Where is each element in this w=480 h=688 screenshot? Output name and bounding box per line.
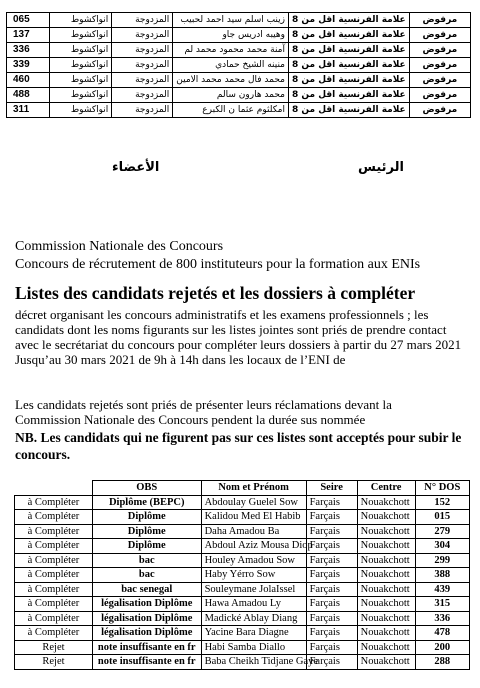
candidate-name-cell: Abdoul Aziz Mousa Diop (201, 539, 306, 554)
serie-cell: Farçais (306, 640, 357, 655)
dos-number-cell: 439 (415, 582, 469, 597)
candidate-name-cell: Madické Ablay Diang (201, 611, 306, 626)
candidate-name-cell: Yacine Bara Diagne (201, 626, 306, 641)
serie-cell: Farçais (306, 524, 357, 539)
dossier-number-cell: 488 (7, 88, 50, 103)
candidate-name-cell: محمد فال محمد محمد الامين (173, 73, 289, 88)
table-row (15, 626, 470, 641)
obs-cell: légalisation Diplôme (92, 611, 201, 626)
dossier-number-cell: 065 (7, 13, 50, 28)
centre-cell: Nouakchott (357, 539, 415, 554)
candidate-name-cell: Abdoulay Guelel Sow (201, 495, 306, 510)
concours-subtitle: Concours de récrutement de 800 instituteurs pour la formation aux ENIs (15, 257, 421, 272)
centre-cell: Nouakchott (357, 553, 415, 568)
obs-cell: légalisation Diplôme (92, 597, 201, 612)
type-cell: المزدوجة (112, 28, 173, 43)
table-row (15, 582, 470, 597)
candidate-name-cell: آمنة محمد محمود محمد لم (173, 43, 289, 58)
dos-number-cell: 388 (415, 568, 469, 583)
candidate-name-cell: Habi Samba Diallo (201, 640, 306, 655)
dos-number-cell: 478 (415, 626, 469, 641)
centre-column-header: Centre (357, 481, 415, 496)
dos-number-cell: 152 (415, 495, 469, 510)
status-cell: Rejet (15, 655, 93, 670)
table-row (7, 58, 471, 73)
candidate-name-cell: Hawa Amadou Ly (201, 597, 306, 612)
table-row (7, 73, 471, 88)
reason-cell: علامة الفرنسية اقل من 8 (289, 13, 410, 28)
reason-cell: علامة الفرنسية اقل من 8 (289, 28, 410, 43)
table-row (7, 13, 471, 28)
dos-number-cell: 288 (415, 655, 469, 670)
obs-cell: Diplôme (92, 524, 201, 539)
obs-cell: Diplôme (92, 539, 201, 554)
candidate-name-cell: منينه الشيخ حمادي (173, 58, 289, 73)
table-row (7, 43, 471, 58)
reclamation-paragraph: Les candidats rejetés sont priés de présenter leurs réclamations devant la Commission Nationale des Concours pendent la durée sus nommée (15, 397, 392, 427)
centre-cell: Nouakchott (357, 597, 415, 612)
table-row (15, 553, 470, 568)
table-row (15, 524, 470, 539)
obs-cell: bac senegal (92, 582, 201, 597)
dos-number-cell: 304 (415, 539, 469, 554)
commission-title: Commission Nationale des Concours (15, 239, 224, 254)
status-cell: à Compléter (15, 553, 93, 568)
dos-number-cell: 279 (415, 524, 469, 539)
dossier-number-cell: 460 (7, 73, 50, 88)
dossier-number-cell: 336 (7, 43, 50, 58)
status-cell: à Compléter (15, 568, 93, 583)
status-cell: à Compléter (15, 626, 93, 641)
status-cell: Rejet (15, 640, 93, 655)
type-cell: المزدوجة (112, 103, 173, 118)
table-row (15, 510, 470, 525)
serie-cell: Farçais (306, 495, 357, 510)
serie-cell: Farçais (306, 568, 357, 583)
status-cell: à Compléter (15, 597, 93, 612)
table-row (15, 640, 470, 655)
reason-cell: علامة الفرنسية اقل من 8 (289, 58, 410, 73)
centre-cell: Nouakchott (357, 626, 415, 641)
reason-cell: علامة الفرنسية اقل من 8 (289, 73, 410, 88)
centre-cell: Nouakchott (357, 524, 415, 539)
table-row (7, 88, 471, 103)
president-signature-label: الرئيس (358, 160, 404, 175)
status-cell: مرفوض (409, 103, 470, 118)
status-cell: à Compléter (15, 582, 93, 597)
table-row (7, 103, 471, 118)
candidate-name-cell: وهيبه ادريس جاو (173, 28, 289, 43)
serie-cell: Farçais (306, 553, 357, 568)
candidate-name-cell: Baba Cheikh Tidjane Gaye (201, 655, 306, 670)
centre-cell: Nouakchott (357, 510, 415, 525)
table-row (15, 597, 470, 612)
dossier-number-cell: 137 (7, 28, 50, 43)
serie-cell: Farçais (306, 597, 357, 612)
centre-cell: Nouakchott (357, 640, 415, 655)
table-row (15, 539, 470, 554)
dos-number-cell: 299 (415, 553, 469, 568)
candidates-list-table (14, 480, 470, 670)
candidate-name-cell: محمد هارون سالم (173, 88, 289, 103)
city-cell: انواكشوط (49, 43, 111, 58)
dossier-number-cell: 311 (7, 103, 50, 118)
centre-cell: Nouakchott (357, 582, 415, 597)
members-signature-label: الأعضاء (112, 160, 160, 175)
status-cell: à Compléter (15, 510, 93, 525)
candidate-name-cell: Kalidou Med El Habib (201, 510, 306, 525)
table-row (15, 495, 470, 510)
dos-number-cell: 315 (415, 597, 469, 612)
table-row (15, 611, 470, 626)
status-cell: مرفوض (409, 88, 470, 103)
type-cell: المزدوجة (112, 43, 173, 58)
status-cell: à Compléter (15, 524, 93, 539)
table-row (7, 28, 471, 43)
obs-cell: Diplôme (BEPC) (92, 495, 201, 510)
serie-cell: Farçais (306, 582, 357, 597)
status-cell: à Compléter (15, 495, 93, 510)
status-cell: مرفوض (409, 13, 470, 28)
instructions-paragraph: décret organisant les concours administratifs et les examens professionnels ; les candidats dont les noms figurants sur les listes jointes sont priés de prendre contact avec le secrétariat du concours pour compléter leurs dossiers à partir du 27 mars 2021 Jusqu’au 30 mars 2021 de 9h à 14h dans les locaux de l’ENI de (15, 307, 462, 367)
city-cell: انواكشوط (49, 73, 111, 88)
table-header-row (15, 481, 470, 496)
status-cell: مرفوض (409, 58, 470, 73)
serie-cell: Farçais (306, 655, 357, 670)
table-row (15, 568, 470, 583)
city-cell: انواكشوط (49, 13, 111, 28)
serie-cell: Farçais (306, 539, 357, 554)
obs-cell: Diplôme (92, 510, 201, 525)
status-cell: مرفوض (409, 73, 470, 88)
dossier-number-cell: 339 (7, 58, 50, 73)
city-cell: انواكشوط (49, 58, 111, 73)
reason-cell: علامة الفرنسية اقل من 8 (289, 88, 410, 103)
nb-note: NB. Les candidats qui ne figurent pas sur ces listes sont acceptés pour subir le concours. (15, 430, 462, 462)
obs-cell: bac (92, 553, 201, 568)
table-row (15, 655, 470, 670)
obs-cell: légalisation Diplôme (92, 626, 201, 641)
city-cell: انواكشوط (49, 88, 111, 103)
status-cell: مرفوض (409, 28, 470, 43)
obs-column-header: OBS (92, 481, 201, 496)
centre-cell: Nouakchott (357, 611, 415, 626)
obs-cell: note insuffisante en fr (92, 655, 201, 670)
candidate-name-cell: Houley Amadou Sow (201, 553, 306, 568)
dos-column-header: N° DOS (415, 481, 469, 496)
city-cell: انواكشوط (49, 28, 111, 43)
reason-cell: علامة الفرنسية اقل من 8 (289, 103, 410, 118)
centre-cell: Nouakchott (357, 655, 415, 670)
centre-cell: Nouakchott (357, 568, 415, 583)
serie-cell: Farçais (306, 611, 357, 626)
name-column-header: Nom et Prénom (201, 481, 306, 496)
obs-cell: bac (92, 568, 201, 583)
type-cell: المزدوجة (112, 73, 173, 88)
dos-number-cell: 015 (415, 510, 469, 525)
status-cell: à Compléter (15, 611, 93, 626)
obs-cell: note insuffisante en fr (92, 640, 201, 655)
candidate-name-cell: Daha Amadou Ba (201, 524, 306, 539)
type-cell: المزدوجة (112, 13, 173, 28)
centre-cell: Nouakchott (357, 495, 415, 510)
status-cell: مرفوض (409, 43, 470, 58)
rejected-arabic-table (6, 12, 471, 118)
status-cell: à Compléter (15, 539, 93, 554)
candidate-name-cell: Souleymane JolaIssel (201, 582, 306, 597)
serie-cell: Farçais (306, 626, 357, 641)
candidate-name-cell: زينب اسلم سيد احمد لحبيب (173, 13, 289, 28)
page-title: Listes des candidats rejetés et les dossiers à compléter (15, 283, 416, 303)
candidate-name-cell: Haby Yérro Sow (201, 568, 306, 583)
serie-cell: Farçais (306, 510, 357, 525)
type-cell: المزدوجة (112, 88, 173, 103)
city-cell: انواكشوط (49, 103, 111, 118)
reason-cell: علامة الفرنسية اقل من 8 (289, 43, 410, 58)
candidate-name-cell: امكلثوم عثما ن الكبرع (173, 103, 289, 118)
dos-number-cell: 336 (415, 611, 469, 626)
serie-column-header: Seire (306, 481, 357, 496)
dos-number-cell: 200 (415, 640, 469, 655)
status-column-header (15, 481, 93, 496)
type-cell: المزدوجة (112, 58, 173, 73)
